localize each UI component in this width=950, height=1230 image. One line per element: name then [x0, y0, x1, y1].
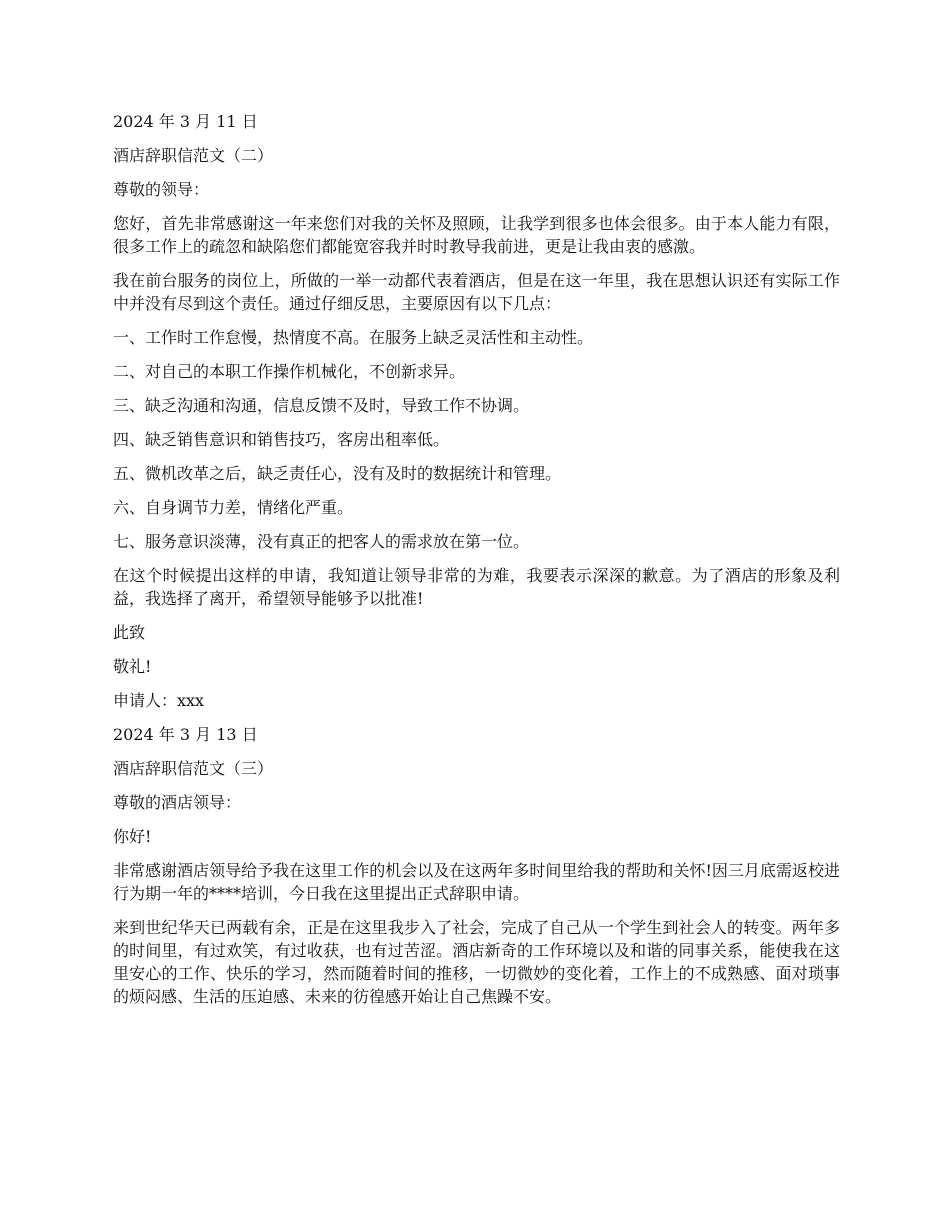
- signature-line: 申请人：xxx: [113, 691, 205, 710]
- body-paragraph: 在这个时候提出这样的申请，我知道让领导非常的为难，我要表示深深的歉意。为了酒店的形象及利益，我选择了离开，希望领导能够予以批准!: [113, 566, 840, 608]
- salutation: 尊敬的酒店领导：: [113, 793, 242, 812]
- salutation: 尊敬的领导：: [113, 180, 210, 199]
- list-item: 一、工作时工作怠慢，热情度不高。在服务上缺乏灵活性和主动性。: [113, 328, 594, 347]
- section-title: 酒店辞职信范文（三）: [113, 759, 274, 778]
- list-item: 七、服务意识淡薄，没有真正的把客人的需求放在第一位。: [113, 532, 530, 551]
- section-title: 酒店辞职信范文（二）: [113, 146, 274, 165]
- body-paragraph: 来到世纪华天已两载有余，正是在这里我步入了社会，完成了自己从一个学生到社会人的转变。两年多的时间里，有过欢笑，有过收获，也有过苦涩。酒店新奇的工作环境以及和谐的同事关系，能使我在这里安心的工作、快乐的学习，然而随着时间的推移，一切微妙的变化着，工作上的不成熟感、面对琐事的烦闷感、生活的压迫感、未来的彷徨感开始让自己焦躁不安。: [113, 918, 840, 1006]
- list-item: 二、对自己的本职工作操作机械化，不创新求异。: [113, 362, 466, 381]
- list-item: 三、缺乏沟通和沟通，信息反馈不及时，导致工作不协调。: [113, 396, 530, 415]
- closing-line: 此致: [113, 623, 146, 642]
- date-line: 2024 年 3 月 11 日: [113, 112, 258, 131]
- greeting: 你好!: [113, 827, 152, 846]
- body-paragraph: 您好，首先非常感谢这一年来您们对我的关怀及照顾，让我学到很多也体会很多。由于本人能力有限，很多工作上的疏忽和缺陷您们都能宽容我并时时教导我前进，更是让我由衷的感激。: [113, 214, 840, 256]
- document-page: [113, 110, 840, 1019]
- body-paragraph: 非常感谢酒店领导给予我在这里工作的机会以及在这两年多时间里给我的帮助和关怀!因三月底需返校进行为期一年的****培训，今日我在这里提出正式辞职申请。: [113, 861, 840, 903]
- list-item: 五、微机改革之后，缺乏责任心，没有及时的数据统计和管理。: [113, 464, 562, 483]
- date-line: 2024 年 3 月 13 日: [113, 725, 258, 744]
- body-paragraph: 我在前台服务的岗位上，所做的一举一动都代表着酒店，但是在这一年里，我在思想认识还有实际工作中并没有尽到这个责任。通过仔细反思，主要原因有以下几点：: [113, 271, 840, 313]
- list-item: 六、自身调节力差，情绪化严重。: [113, 498, 354, 517]
- list-item: 四、缺乏销售意识和销售技巧，客房出租率低。: [113, 430, 450, 449]
- closing-line: 敬礼!: [113, 657, 152, 676]
